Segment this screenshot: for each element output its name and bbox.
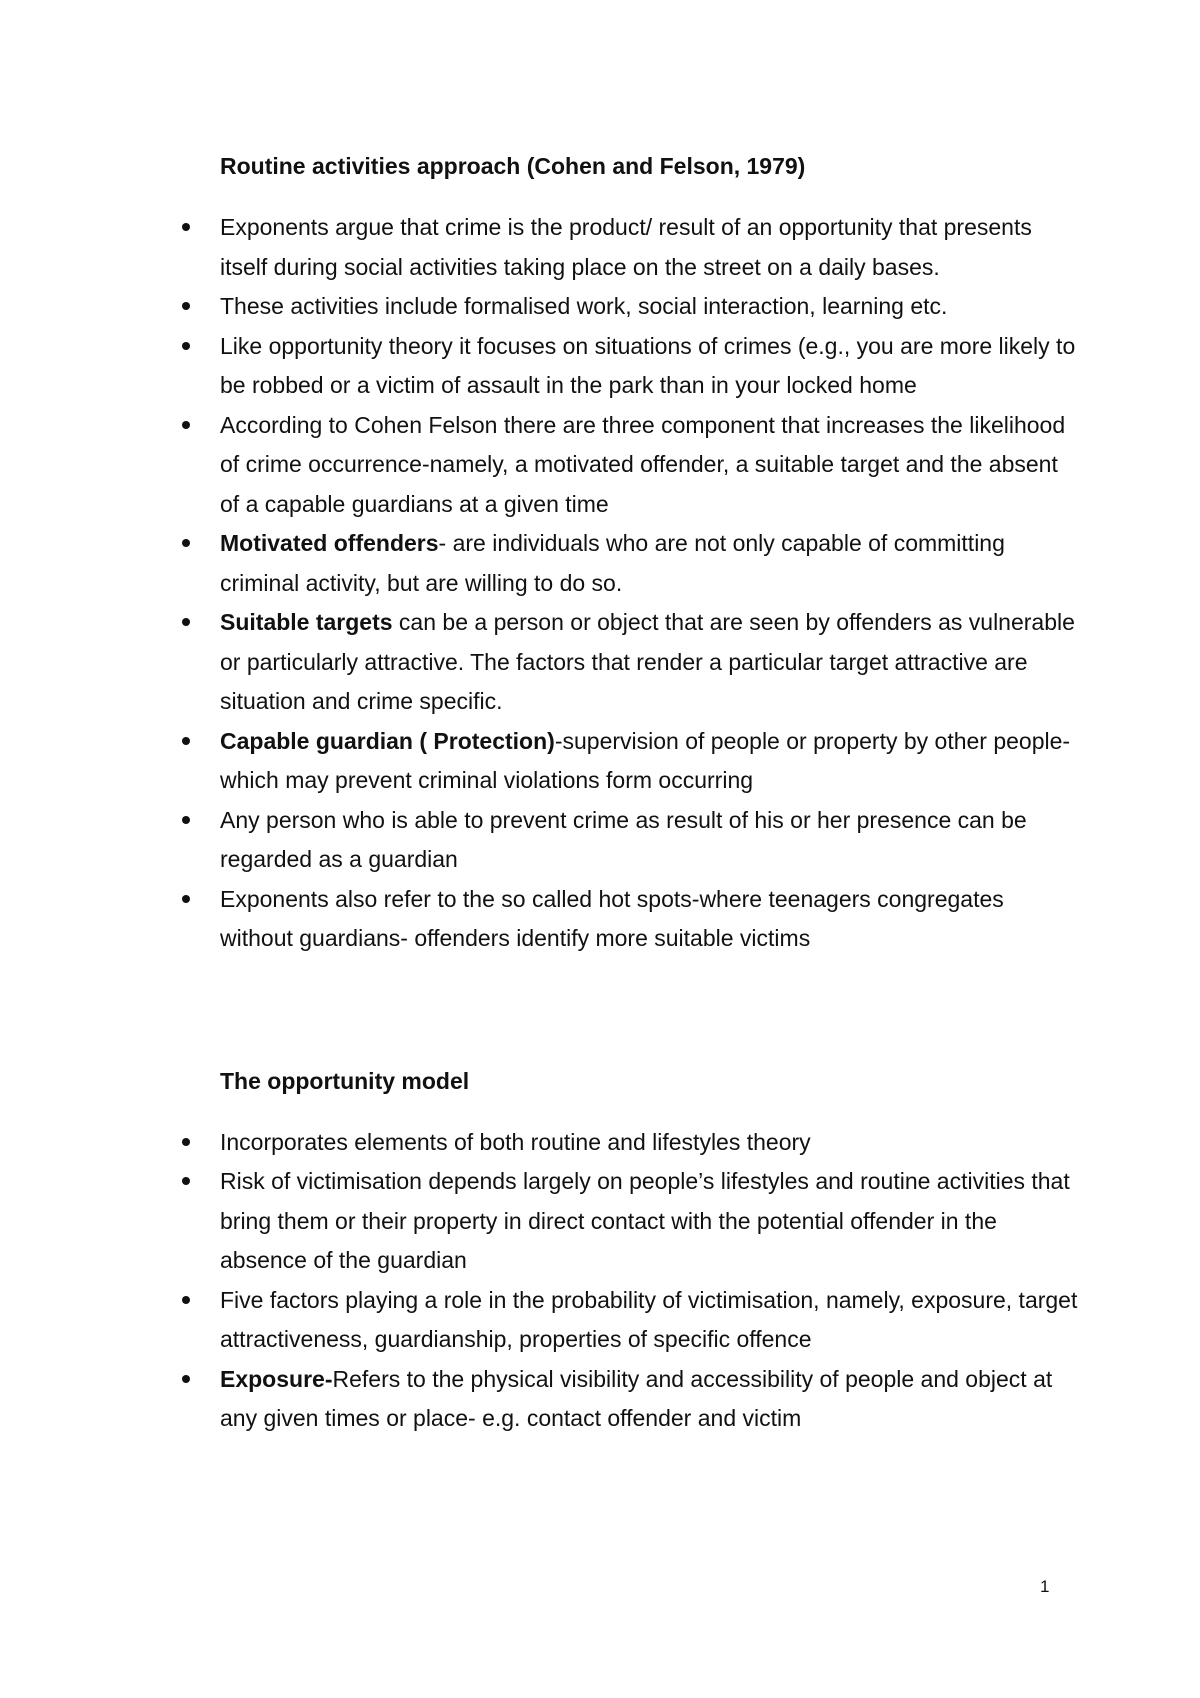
item-bold-term: Motivated offenders (220, 530, 439, 556)
list-item (220, 406, 1080, 525)
list-item (220, 801, 1080, 880)
bullet-icon (182, 816, 190, 824)
item-text: Exponents argue that crime is the product/ result of an opportunity that presents itself during social activities taking place on the street on a daily bases. (220, 214, 1032, 280)
bullet-list (220, 1123, 1080, 1439)
list-item (220, 327, 1080, 406)
bullet-icon (182, 223, 190, 231)
item-text: Like opportunity theory it focuses on situations of crimes (e.g., you are more likely to be robbed or a victim of assault in the park than in your locked home (220, 332, 1076, 398)
item-text: These activities include formalised work, social interaction, learning etc. (220, 293, 948, 319)
item-text: Exponents also refer to the so called hot spots-where teenagers congregates without guardians- offenders identify more suitable victims (220, 885, 1004, 951)
list-item (220, 1360, 1080, 1439)
item-text: can be a person or object that are seen by offenders as vulnerable or particularly attractive. The factors that render a particular target attractive are situation and crime specific. (220, 609, 1075, 714)
item-text: - are individuals who are not only capable of committing criminal activity, but are willing to do so. (220, 530, 1005, 596)
list-item (220, 287, 1080, 327)
list-item (220, 880, 1080, 959)
list-item (220, 524, 1080, 603)
item-text: According to Cohen Felson there are three component that increases the likelihood of crime occurrence-namely, a motivated offender, a suitable target and the absent of a capable guardians at a given time (220, 411, 1066, 517)
section-heading: The opportunity model (220, 1067, 470, 1094)
document-body (220, 146, 1080, 1439)
list-item (220, 722, 1080, 801)
item-text: Any person who is able to prevent crime as result of his or her presence can be regarded as a guardian (220, 806, 1027, 872)
section-heading: Routine activities approach (Cohen and Felson, 1979) (220, 153, 806, 179)
bullet-list (220, 208, 1080, 959)
item-bold-term: Exposure- (220, 1365, 333, 1392)
bullet-icon (182, 1177, 190, 1185)
section-opportunity-model (220, 1061, 1080, 1439)
item-bold-term: Suitable targets (220, 609, 393, 635)
item-text: Five factors playing a role in the probability of victimisation, namely, exposure, target attractiveness, guardianship, properties of specific offence (220, 1286, 1078, 1352)
bullet-icon (182, 737, 190, 745)
item-text: Risk of victimisation depends largely on people’s lifestyles and routine activities that bring them or their property in direct contact with the potential offender in the absence of the guardian (220, 1168, 1070, 1273)
item-text: -supervision of people or property by other people-which may prevent criminal violations form occurring (220, 727, 1071, 793)
bullet-icon (182, 1375, 190, 1383)
bullet-icon (182, 1296, 190, 1304)
section-routine-activities (220, 146, 1080, 959)
page-number: 1 (1040, 1577, 1050, 1596)
list-item (220, 1162, 1080, 1281)
bullet-icon (182, 539, 190, 547)
section-spacer (220, 959, 1080, 1061)
item-text: Incorporates elements of both routine and lifestyles theory (220, 1128, 811, 1155)
bullet-icon (182, 618, 190, 626)
item-bold-term: Capable guardian ( Protection) (220, 727, 555, 754)
list-item (220, 208, 1080, 287)
list-item (220, 603, 1080, 722)
bullet-icon (182, 895, 190, 903)
bullet-icon (182, 1138, 190, 1146)
list-item (220, 1281, 1080, 1360)
item-text: Refers to the physical visibility and accessibility of people and object at any given times or place- e.g. contact offender and victim (220, 1365, 1053, 1431)
bullet-icon (182, 421, 190, 429)
bullet-icon (182, 342, 190, 350)
bullet-icon (182, 302, 190, 310)
list-item (220, 1123, 1080, 1163)
